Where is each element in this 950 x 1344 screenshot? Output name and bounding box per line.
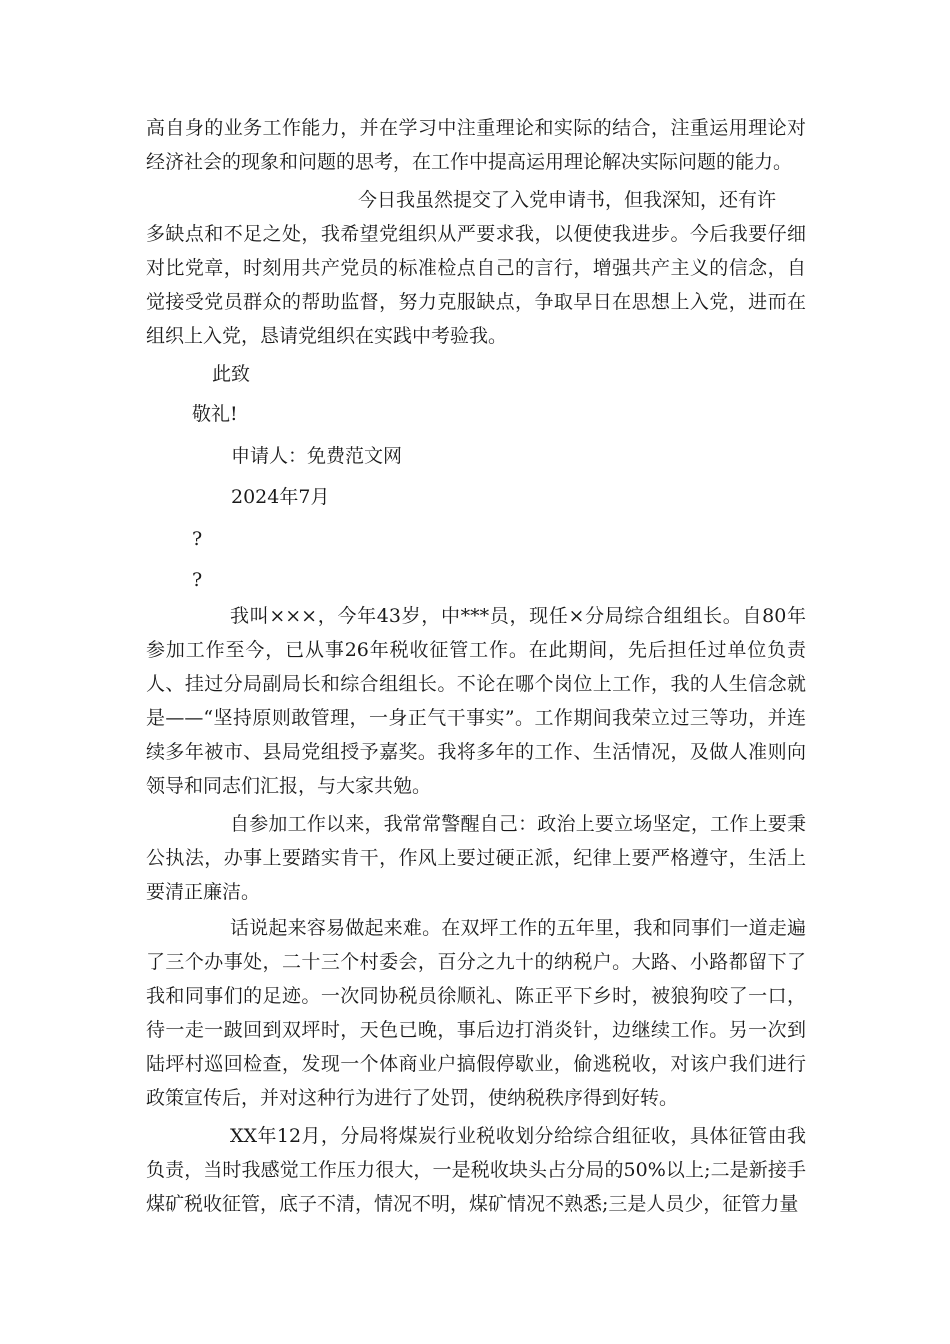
paragraph-application-first-line: 今日我虽然提交了入党申请书，但我深知，还有许 [358,189,777,211]
placeholder-mark-1: ? [192,528,203,550]
placeholder-mark-2: ? [192,569,203,591]
paragraph-application-body: 多缺点和不足之处，我希望党组织从严要求我，以便使我进步。今后我要仔细对比党章，时刻用共产党员的标准检点自己的言行，增强共产主义的信念，自觉接受党员群众的帮助监督，努力克服缺点，争取早日在思想上入党，进而在组织上入党，恳请党组织在实践中考验我。 [146,223,806,347]
paragraph-coal-tax: XX年12月，分局将煤炭行业税收划分给综合组征收，具体征管由我负责，当时我感觉工作压力很大，一是税收块头占分局的50%以上;二是新接手煤矿税收征管，底子不清，情况不明，煤矿情况不熟悉;三是人员少，征管力量 [146,1125,806,1215]
application-date: 2024年7月 [231,486,330,508]
closing-phrase: 此致 [212,363,251,385]
paragraph-self-reminder: 自参加工作以来，我常常警醒自己：政治上要立场坚定，工作上要秉公执法，办事上要踏实肯干，作风上要过硬正派，纪律上要严格遵守，生活上要清正廉洁。 [146,813,806,903]
applicant-signature: 申请人：免费范文网 [231,445,403,467]
salutation: 敬礼! [192,403,238,425]
paragraph-self-introduction: 我叫×××，今年43岁，中***员，现任×分局综合组组长。自80年参加工作至今，已从事26年税收征管工作。在此期间，先后担任过单位负责人、挂过分局副局长和综合组组长。不论在哪个岗位上工作，我的人生信念就是——“坚持原则敢管理，一身正气干事实”。工作期间我荣立过三等功，并连续多年被市、县局党组授予嘉奖。我将多年的工作、生活情况，及做人准则向领导和同志们汇报，与大家共勉。 [146,605,806,797]
paragraph-shuangping-work: 话说起来容易做起来难。在双坪工作的五年里，我和同事们一道走遍了三个办事处，二十三个村委会，百分之九十的纳税户。大路、小路都留下了我和同事们的足迹。一次同协税员徐顺礼、陈正平下乡时，被狼狗咬了一口，待一走一跛回到双坪时，天色已晚，事后边打消炎针，边继续工作。另一次到陆坪村巡回检查，发现一个体商业户搞假停歇业，偷逃税收，对该户我们进行政策宣传后，并对这种行为进行了处罚，使纳税秩序得到好转。 [146,917,806,1109]
paragraph-theory-practice: 高自身的业务工作能力，并在学习中注重理论和实际的结合，注重运用理论对经济社会的现象和问题的思考，在工作中提高运用理论解决实际问题的能力。 [146,117,806,173]
